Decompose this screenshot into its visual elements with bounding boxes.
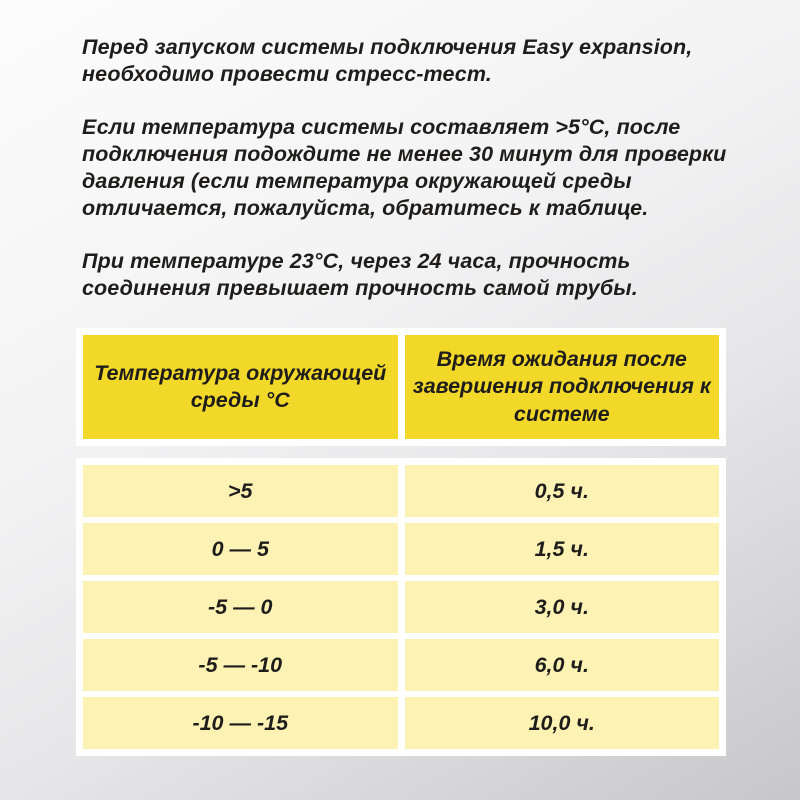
paragraph-line: Если температура системы составляет >5°С, после	[82, 115, 681, 139]
header-line: Время ожидания после	[436, 346, 687, 371]
header-cell-temperature	[83, 335, 398, 439]
paragraph-strength-note	[82, 248, 736, 302]
table-body	[76, 458, 726, 756]
paragraph-stress-test	[82, 34, 736, 88]
time-cell: 3,0 ч.	[405, 581, 720, 633]
paragraph-line: Перед запуском системы подключения Easy expansion,	[82, 35, 693, 59]
time-cell: 6,0 ч.	[405, 639, 720, 691]
time-cell: 0,5 ч.	[405, 465, 720, 517]
temperature-cell: -5 — -10	[83, 639, 398, 691]
paragraph-line: давления (если температура окружающей среды	[82, 169, 632, 193]
header-line: Температура окружающей	[94, 360, 387, 385]
temperature-cell: 0 — 5	[83, 523, 398, 575]
time-cell: 10,0 ч.	[405, 697, 720, 749]
header-cell-waiting-time	[405, 335, 720, 439]
time-cell: 1,5 ч.	[405, 523, 720, 575]
table-header-row	[76, 328, 726, 446]
paragraph-line: При температуре 23°С, через 24 часа, прочность	[82, 249, 631, 273]
paragraph-line: подключения подождите не менее 30 минут для проверки	[82, 142, 727, 166]
waiting-time-table	[76, 328, 726, 756]
header-line: завершения подключения к	[412, 374, 711, 399]
header-line: системе	[513, 401, 610, 426]
paragraph-line: соединения превышает прочность самой трубы.	[82, 276, 638, 300]
intro-text-block	[0, 0, 800, 302]
paragraph-line: отличается, пожалуйста, обратитесь к таблице.	[82, 196, 649, 220]
temperature-cell: -10 — -15	[83, 697, 398, 749]
temperature-cell: -5 — 0	[83, 581, 398, 633]
paragraph-temperature-check	[82, 114, 736, 222]
header-line: среды °С	[190, 388, 290, 412]
paragraph-line: необходимо провести стресс-тест.	[82, 62, 492, 86]
temperature-cell: >5	[83, 465, 398, 517]
